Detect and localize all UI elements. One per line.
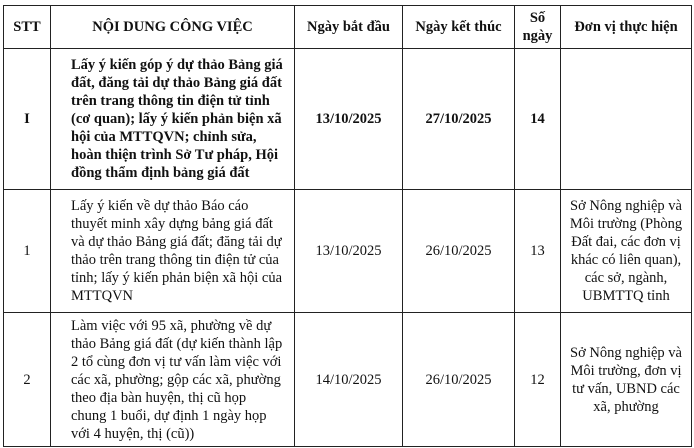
table-row (4, 49, 692, 190)
row-days: 13 (515, 190, 561, 313)
work-schedule-table (3, 5, 692, 447)
row-stt: 1 (4, 190, 51, 313)
table-header-row (4, 6, 692, 49)
row-end-date: 27/10/2025 (403, 49, 515, 190)
header-unit: Đơn vị thực hiện (561, 6, 692, 49)
header-stt: STT (4, 6, 51, 49)
header-content: NỘI DUNG CÔNG VIỆC (51, 6, 295, 49)
row-days: 12 (515, 313, 561, 447)
row-unit: Sở Nông nghiệp và Môi trường, đơn vị tư vấn, UBND các xã, phường (561, 313, 692, 447)
row-content: Lấy ý kiến góp ý dự thảo Bảng giá đất, đăng tải dự thảo Bảng giá đất trên trang thông tin điện tử tỉnh (cơ quan); lấy ý kiến phản biện xã hội của MTTQVN; chỉnh sửa, hoàn thiện trình Sở Tư pháp, Hội đồng thẩm định bảng giá đất (51, 49, 295, 190)
row-start-date: 13/10/2025 (295, 49, 403, 190)
row-stt: I (4, 49, 51, 190)
header-start-date: Ngày bắt đầu (295, 6, 403, 49)
table-row (4, 313, 692, 447)
row-content: Làm việc với 95 xã, phường về dự thảo Bảng giá đất (dự kiến thành lập 2 tổ cùng đơn vị tư vấn làm việc với các xã, phường; gộp các xã, phường theo địa bàn huyện, thị cũ họp chung 1 buổi, dự định 1 ngày họp với 4 huyện, thị (cũ)) (51, 313, 295, 447)
row-stt: 2 (4, 313, 51, 447)
row-end-date: 26/10/2025 (403, 190, 515, 313)
row-content: Lấy ý kiến về dự thảo Báo cáo thuyết minh xây dựng bảng giá đất và dự thảo Bảng giá đất; đăng tải dự thảo trên trang thông tin điện tử của tỉnh; lấy ý kiến phản biện xã hội của MTTQVN (51, 190, 295, 313)
row-unit (561, 49, 692, 190)
row-start-date: 13/10/2025 (295, 190, 403, 313)
header-days: Số ngày (515, 6, 561, 49)
row-end-date: 26/10/2025 (403, 313, 515, 447)
table-row (4, 190, 692, 313)
header-end-date: Ngày kết thúc (403, 6, 515, 49)
row-unit: Sở Nông nghiệp và Môi trường (Phòng Đất đai, các đơn vị khác có liên quan), các sở, ngành, UBMTTQ tỉnh (561, 190, 692, 313)
row-days: 14 (515, 49, 561, 190)
row-start-date: 14/10/2025 (295, 313, 403, 447)
